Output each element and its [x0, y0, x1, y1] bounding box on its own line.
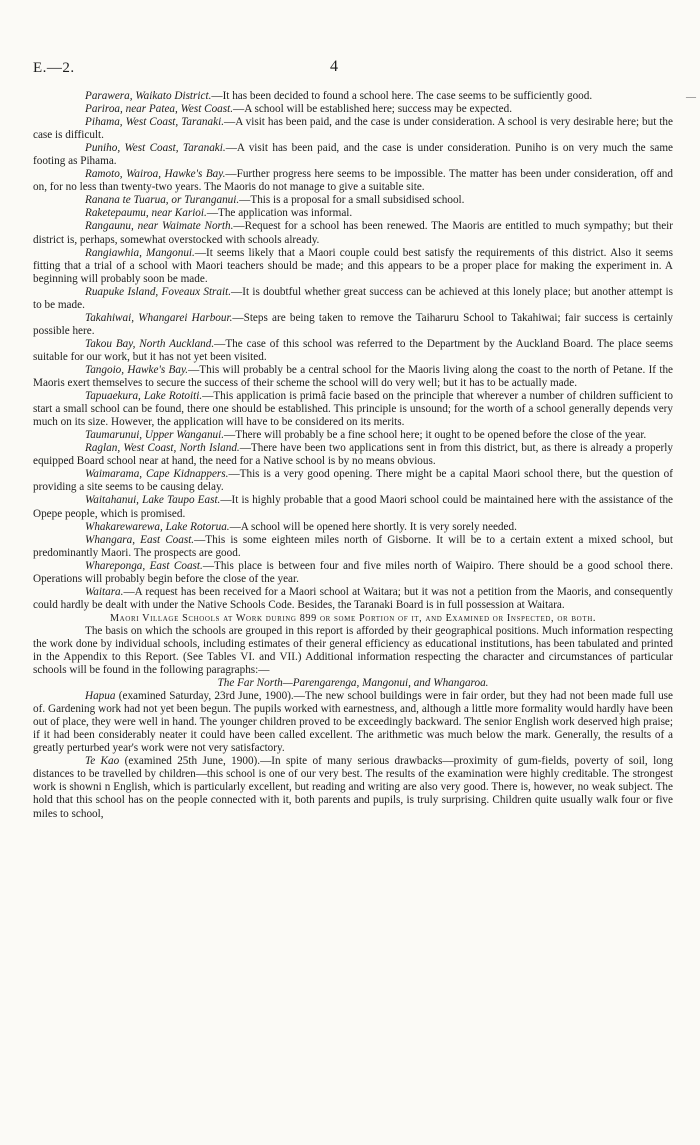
school-proposal-place-name: Ramoto, Wairoa, Hawke's Bay.: [85, 168, 226, 181]
school-proposal-entry: [33, 207, 673, 220]
school-proposal-place-name: Waitahanui, Lake Taupo East.: [85, 494, 221, 507]
intro-paragraph: The basis on which the schools are grouped in this report is afforded by their geographical positions. Much information respecting the work done by individual schools, including estimates of their general efficiency as educational institutions, has been tabulated and printed in the Appendix to this Report. (See Tables VI. and VII.) Additional information respecting the character and circumstances of particular schools will be found in the following paragraphs:—: [33, 624, 673, 677]
school-proposal-entry-text: —This is a proposal for a small subsidised school.: [239, 194, 465, 207]
school-proposal-entry-text: —The application was informal.: [206, 207, 353, 220]
school-proposal-entry-text: —A school will be opened here shortly. It is very sorely needed.: [229, 520, 517, 533]
school-proposal-place-name: Waimarama, Cape Kidnappers.: [85, 468, 229, 481]
school-proposal-entry-text: —The case of this school was referred to the Department by the Auckland Board. The place seems suitable for our work, but it has not yet been visited.: [33, 337, 673, 363]
school-proposal-entry-text: —A request has been received for a Maori school at Waitara; but it was not a petition from the Maoris, and consequently could hardly be dealt with under the Native Schools Code. Besides, the Taranaki Board is in full possession at Waitara.: [33, 585, 673, 611]
school-proposal-entry: [33, 364, 673, 390]
school-proposal-entry-text: —This application is primâ facie based on the principle that wherever a number of children sufficient to start a small school can be found, there one should be established. This principle is unsound; for the worth of a school generally depends very much on its size. However, the application will have to be considered on its merits.: [33, 390, 673, 429]
school-report-entry-text: (examined Saturday, 23rd June, 1900).—The new school buildings were in fair order, but they had not been made full use of. Gardening work had not yet been begun. The pupils worked with earnestness, and, although a little more formality would hardly have been out of place, they were well in hand. The younger children proved to be exceedingly backward. The senior English work deserved high praise; if it had been considerably neater it could have been called excellent. The arithmetic was much below the mark. Generally, the results of a greatly perturbed year's work were not very satisfactory.: [33, 690, 673, 755]
school-proposal-place-name: Rangiawhia, Mangonui.: [85, 246, 195, 259]
school-report-place-name: Hapua: [85, 690, 116, 703]
school-proposal-entry-text: —It seems likely that a Maori couple could best satisfy the requirements of this district. Also it seems fitting that a trial of a school with Maori teachers should be made; and this appears to be a proper place for making the experiment in. A beginning will probably soon be made.: [33, 246, 673, 285]
school-report-place-name: Te Kao: [85, 755, 120, 768]
school-proposal-place-name: Takahiwai, Whangarei Harbour.: [85, 311, 233, 324]
school-proposal-entry: [33, 442, 673, 468]
school-proposal-entry: [33, 534, 673, 560]
school-proposal-place-name: Pihama, West Coast, Taranaki.: [85, 116, 224, 129]
school-proposal-place-name: Rangaunu, near Waimate North.: [85, 220, 234, 233]
school-proposal-entry-text: —This place is between four and five miles north of Waipiro. There should be a good school there. Operations will probably begin before the close of the year.: [33, 559, 673, 585]
school-proposal-entry: [33, 90, 673, 103]
school-proposal-place-name: Pariroa, near Patea, West Coast.: [85, 103, 234, 116]
school-proposal-entry: [33, 286, 673, 312]
school-proposal-place-name: Takou Bay, North Auckland.: [85, 337, 215, 350]
school-report-entry-text: (examined 25th June, 1900).—In spite of many serious drawbacks—proximity of gum-fields, poverty of soil, long distances to be travelled by children—this school is one of our very best. The results of the examination were highly creditable. The strongest work is showni n English, which is particularly excellent, but reading and writing are also very good. There is, however, no weak subject. The hold that this school has on the people connected with it, both parents and pupils, is truly surprising. Children quite usually walk four or five miles to school,: [33, 755, 673, 820]
school-proposal-place-name: Tangoio, Hawke's Bay.: [85, 363, 189, 376]
school-proposal-entry: [33, 494, 673, 520]
region-subheading: The Far North—Parengarenga, Mangonui, and Whangaroa.: [217, 677, 489, 690]
proposed-schools-list: [33, 90, 673, 612]
school-proposal-place-name: Puniho, West Coast, Taranaki.: [85, 142, 226, 155]
school-proposal-place-name: Tapuaekura, Lake Rotoiti.: [85, 390, 203, 403]
school-proposal-entry-text: —This is a very good opening. There might be a capital Maori school there, but the question of providing a site seems to be causing delay.: [33, 468, 673, 494]
school-proposal-entry-text: —This will probably be a central school for the Maoris living along the coast to the north of Petane. If the Maoris exert themselves to secure the success of their scheme the school will do very well; but it has to be actually made.: [33, 363, 674, 390]
school-proposal-entry-text: —There have been two applications sent in from this district, but, as there is already a properly equipped Board school near at hand, the need for a Native school is by no means obvious.: [33, 442, 673, 468]
school-proposal-entry: [33, 429, 673, 442]
school-proposal-place-name: Parawera, Waikato District.: [85, 90, 212, 102]
school-proposal-place-name: Raglan, West Coast, North Island.: [85, 442, 240, 455]
school-proposal-entry-text: —A visit has been paid, and the case is under consideration. A school is very desirable here; but the case is difficult.: [33, 116, 673, 142]
document-body: [33, 90, 673, 821]
school-proposal-place-name: Taumarunui, Upper Wanganui.: [85, 429, 225, 442]
section-heading-text: Maori Village Schools at Work during 899 or some Portion of it, and Examined or Inspected, or both.: [109, 612, 597, 624]
school-proposal-place-name: Ruapuke Island, Foveaux Strait.: [85, 285, 232, 298]
school-proposal-entry: [33, 194, 673, 207]
school-proposal-place-name: Ranana te Tuarua, or Turanganui.: [85, 194, 240, 207]
school-proposal-entry-text: —Further progress here seems to be impossible. The matter has been under consideration, off and on, for no less than twenty-two years. The Maoris do not manage to give a suitable site.: [33, 168, 673, 194]
school-proposal-entry: [33, 312, 673, 338]
school-proposal-entry: [33, 390, 673, 429]
school-proposal-entry: [33, 220, 673, 246]
school-proposal-entry-text: —Request for a school has been renewed. The Maoris are entitled to much sympathy; but their district is, perhaps, somewhat overstocked with schools already.: [33, 220, 673, 246]
page-number: 4: [330, 58, 338, 75]
school-proposal-entry-text: —It is doubtful whether great success can be achieved at this lonely place; but another attempt is to be made.: [33, 285, 673, 311]
school-report-entry: [33, 690, 673, 755]
school-proposal-entry: [33, 168, 673, 194]
school-proposal-entry: [33, 103, 673, 116]
report-code: E.—2.: [33, 60, 75, 76]
school-report-entry: [33, 755, 673, 820]
school-proposal-place-name: Whakarewarewa, Lake Rotorua.: [85, 520, 230, 533]
school-proposal-place-name: Raketepaumu, near Karioi.: [85, 207, 207, 220]
school-proposal-entry: [33, 586, 673, 612]
school-proposal-entry-text: —A school will be established here; success may be expected.: [233, 103, 513, 116]
section-heading: [33, 612, 673, 625]
school-proposal-place-name: Waitara.: [85, 585, 124, 598]
school-proposal-entry: [33, 116, 673, 142]
school-proposal-entry-text: —A visit has been paid, and the case is under consideration. Puniho is on very much the same footing as Pihama.: [33, 142, 673, 168]
school-proposal-entry: [33, 468, 673, 494]
school-proposal-entry-text: —It has been decided to found a school here. The case seems to be sufficiently good.: [211, 90, 593, 102]
school-proposal-entry: [33, 247, 673, 286]
school-proposal-entry: [33, 521, 673, 534]
school-reports-list: [33, 690, 673, 820]
school-proposal-entry-text: —There will probably be a fine school here; it ought to be opened before the close of the year.: [224, 429, 647, 442]
school-proposal-entry: [33, 560, 673, 586]
school-proposal-entry: [33, 142, 673, 168]
school-proposal-entry: [33, 338, 673, 364]
margin-mark: —: [686, 92, 696, 103]
school-proposal-place-name: Whangara, East Coast.: [85, 533, 195, 546]
school-proposal-entry-text: —This is some eighteen miles north of Gisborne. It will be to a certain extent a mixed school, but predominantly Maori. The prospects are good.: [33, 533, 673, 559]
school-proposal-place-name: Whareponga, East Coast.: [85, 559, 203, 572]
school-proposal-entry-text: —Steps are being taken to remove the Taiharuru School to Takahiwai; fair success is certainly possible here.: [33, 311, 673, 337]
school-proposal-entry-text: —It is highly probable that a good Maori school could be maintained here with the assistance of the Opepe people, which is promised.: [33, 494, 673, 520]
